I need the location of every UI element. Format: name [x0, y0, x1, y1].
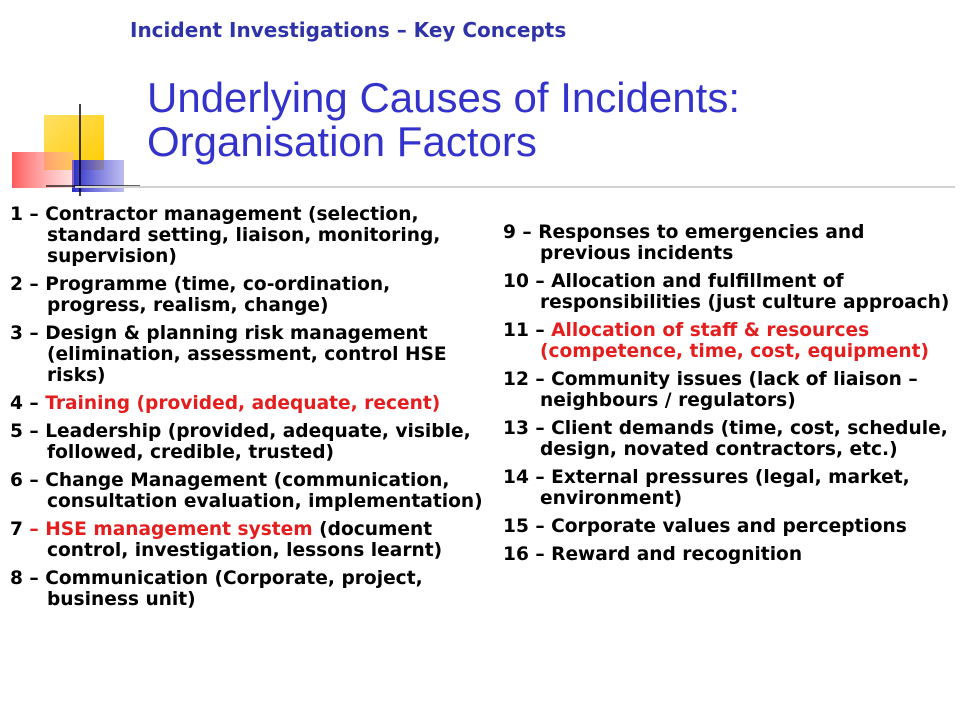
slide-title	[147, 76, 740, 164]
left-factor-list	[10, 204, 490, 617]
factor-item-12: 12 – Community issues (lack of liaison – neighbours / regulators)	[503, 369, 918, 411]
factor-item-10: 10 – Allocation and fulfillment of responsibilities (just culture approach)	[503, 271, 950, 313]
factor-item-13: 13 – Client demands (time, cost, schedule, design, novated contractors, etc.)	[503, 418, 948, 460]
highlighted-text: – HSE management system	[22, 519, 313, 540]
factor-item-11: 11 – Allocation of staff & resources (competence, time, cost, equipment)	[503, 320, 930, 362]
factor-item-5: 5 – Leadership (provided, adequate, visible, followed, credible, trusted)	[10, 421, 471, 463]
right-factor-list	[503, 222, 953, 572]
factor-item-4: 4 – Training (provided, adequate, recent)	[10, 393, 441, 414]
highlighted-text: Allocation of staff & resources (competence, time, cost, equipment)	[540, 320, 930, 362]
factor-item-2: 2 – Programme (time, co-ordination, progress, realism, change)	[10, 274, 391, 316]
corner-decoration	[0, 0, 140, 200]
deco-red-square	[12, 152, 74, 188]
factor-item-1: 1 – Contractor management (selection, standard setting, liaison, monitoring, supervision)	[10, 204, 441, 267]
factor-item-16: 16 – Reward and recognition	[503, 544, 803, 565]
factor-item-7: 7 – HSE management system (document control, investigation, lessons learnt)	[10, 519, 443, 561]
factor-item-3: 3 – Design & planning risk management (elimination, assessment, control HSE risks)	[10, 323, 447, 386]
factor-item-6: 6 – Change Management (communication, consultation evaluation, implementation)	[10, 470, 483, 512]
factor-item-9: 9 – Responses to emergencies and previous incidents	[503, 222, 865, 264]
factor-item-8: 8 – Communication (Corporate, project, business unit)	[10, 568, 423, 610]
title-line-2: Organisation Factors	[147, 118, 537, 165]
factor-item-14: 14 – External pressures (legal, market, environment)	[503, 467, 910, 509]
factor-item-15: 15 – Corporate values and perceptions	[503, 516, 907, 537]
title-divider	[75, 186, 955, 188]
title-line-1: Underlying Causes of Incidents:	[147, 74, 740, 121]
slide-header: Incident Investigations – Key Concepts	[130, 18, 567, 42]
highlighted-text: Training (provided, adequate, recent)	[38, 393, 441, 414]
